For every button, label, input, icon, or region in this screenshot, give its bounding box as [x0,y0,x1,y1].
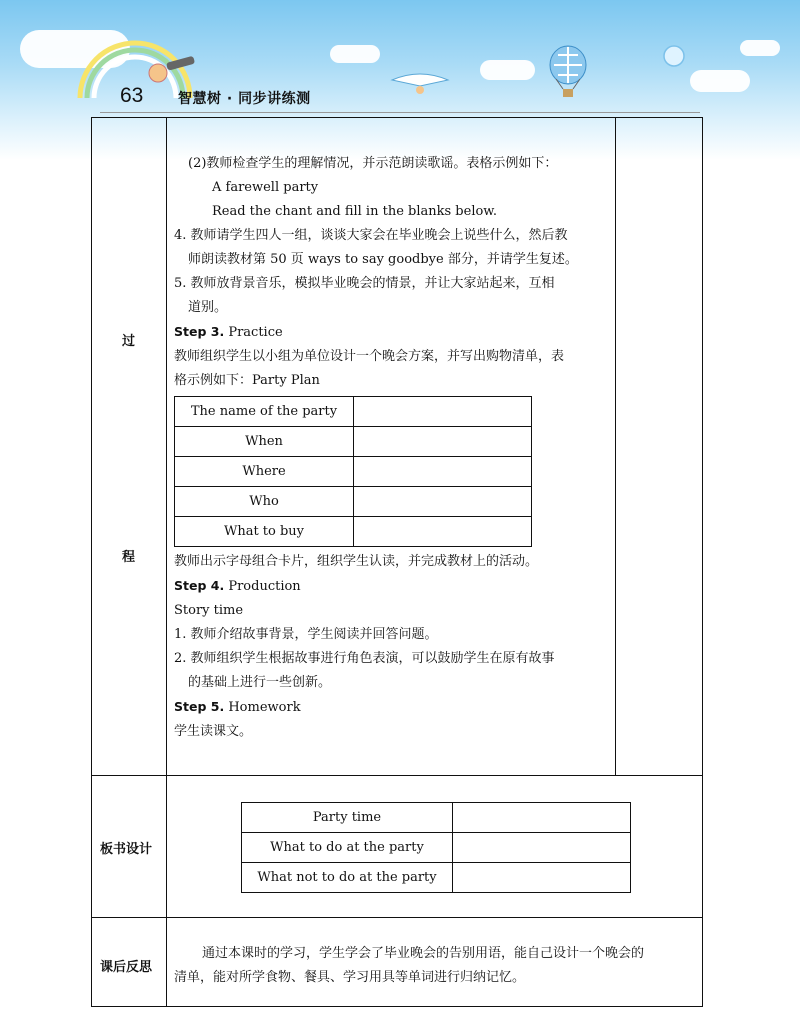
row-divider [91,775,703,776]
cloud-decoration [690,70,750,92]
table-cell: What to buy [175,517,354,547]
table-cell: When [175,427,354,457]
board-design-table [241,802,631,893]
table-row [242,863,631,893]
step-heading: Step 3. Practice [174,324,283,340]
table-cell: Who [175,487,354,517]
process-label-top: 过 [122,334,136,349]
text-line: 道别。 [188,300,228,315]
cloud-decoration [740,40,780,56]
party-plan-table [174,396,532,547]
hot-air-balloon-icon [546,45,590,105]
step-heading: Step 5. Homework [174,699,301,715]
row-divider [91,917,703,918]
process-label-bottom: 程 [122,550,136,565]
text-line: 格示例如下：Party Plan [174,373,320,388]
column-divider [615,117,616,775]
blank-cell [354,397,532,427]
text-line: Read the chant and fill in the blanks below. [212,204,498,219]
text-line: 清单，能对所学食物、餐具、学习用具等单词进行归纳记忆。 [174,970,526,985]
text-line: Story time [174,603,244,618]
text-line: 5. 教师放背景音乐，模拟毕业晚会的情景，并让大家站起来，互相 [174,276,555,291]
cloud-decoration [480,60,535,80]
table-row [175,457,532,487]
table-row [242,803,631,833]
table-cell: Where [175,457,354,487]
text-line: 师朗读教材第 50 页 ways to say goodbye 部分，并请学生复述。 [188,252,578,267]
table-row [175,397,532,427]
sun-icon [662,44,686,68]
reflection-label: 课后反思 [100,960,153,975]
text-line: 教师组织学生以小组为单位设计一个晚会方案，并写出购物清单，表 [174,349,565,364]
step-heading: Step 4. Production [174,578,301,594]
cloud-decoration [330,45,380,63]
board-design-label: 板书设计 [100,842,153,857]
header-divider [100,112,700,113]
column-divider [166,117,167,1007]
glider-icon [390,68,450,98]
text-line: 的基础上进行一些创新。 [188,675,332,690]
table-row [175,487,532,517]
text-line: (2)教师检查学生的理解情况，并示范朗读歌谣。表格示例如下： [188,156,558,171]
series-title: 智慧树 · 同步讲练测 [178,91,311,107]
text-line: 学生读课文。 [174,724,253,739]
blank-cell [453,863,631,893]
text-line: 2. 教师组织学生根据故事进行角色表演，可以鼓励学生在原有故事 [174,651,555,666]
reflection-text [174,942,699,990]
table-cell: Party time [242,803,453,833]
table-row [175,427,532,457]
blank-cell [453,833,631,863]
text-line: 4. 教师请学生四人一组，谈谈大家会在毕业晚会上说些什么，然后教 [174,228,568,243]
text-line: A farewell party [212,180,319,195]
page-number: 63 [120,84,144,107]
table-row [242,833,631,863]
blank-cell [354,517,532,547]
text-line: 教师出示字母组合卡片，组织学生认读，并完成教材上的活动。 [174,554,539,569]
table-row [175,517,532,547]
blank-cell [453,803,631,833]
text-line: 1. 教师介绍故事背景，学生阅读并回答问题。 [174,627,438,642]
process-content [174,152,614,393]
blank-cell [354,457,532,487]
process-content-continued [174,550,614,744]
text-line: 通过本课时的学习，学生学会了毕业晚会的告别用语，能自己设计一个晚会的 [202,946,645,961]
table-cell: The name of the party [175,397,354,427]
blank-cell [354,427,532,457]
blank-cell [354,487,532,517]
table-cell: What not to do at the party [242,863,453,893]
table-cell: What to do at the party [242,833,453,863]
